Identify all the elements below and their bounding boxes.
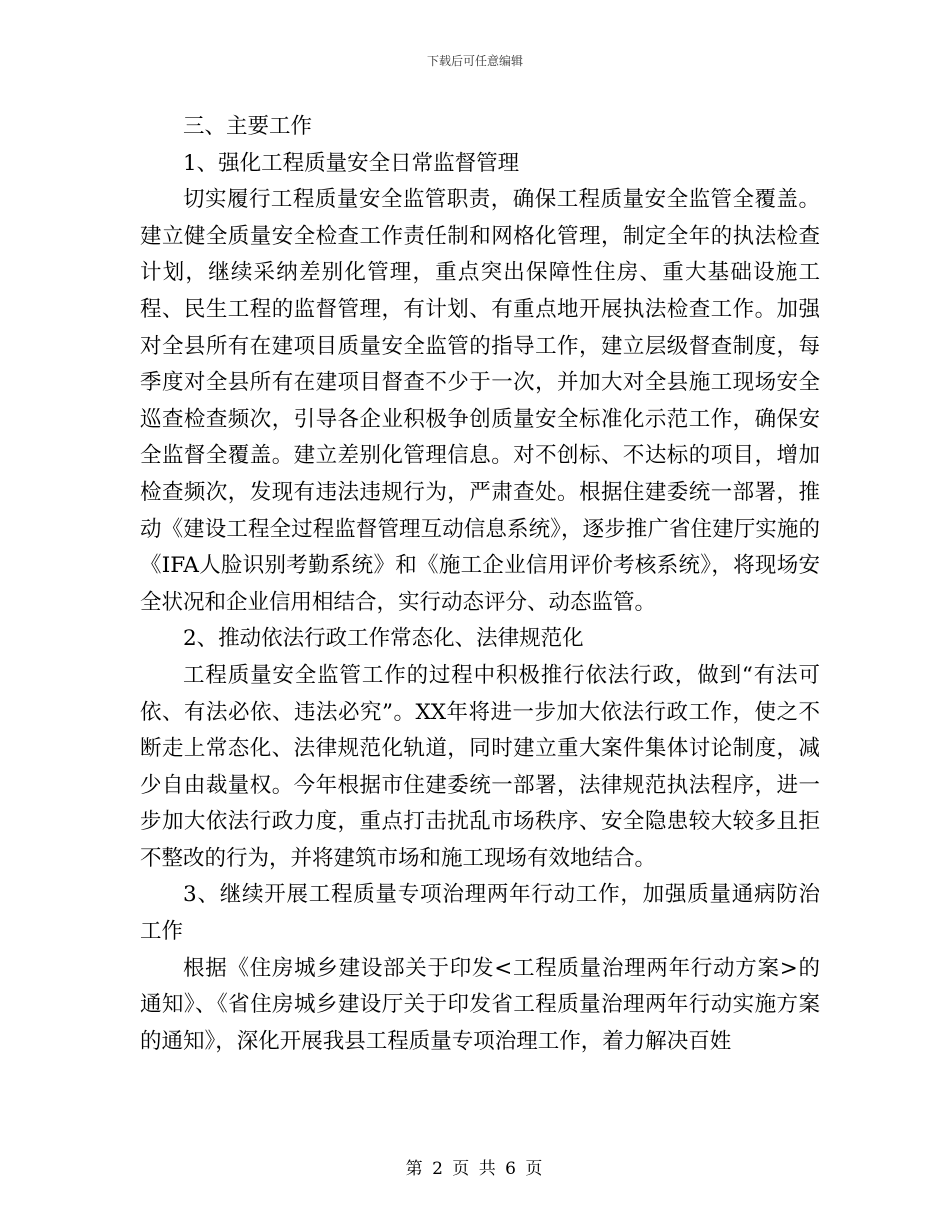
subsection-heading: 1、强化工程质量安全日常监督管理 (183, 150, 520, 176)
body-paragraph: 根据《住房城乡建设部关于印发<工程质量治理两年行动方案>的通知》、《省住房城乡建设厅关于印发省工程质量治理两年行动实施方案的通知》，深化开展我县工程质量专项治理工作，着力解决百姓 (140, 955, 820, 1054)
document-body (140, 109, 820, 1060)
body-paragraph: 工程质量安全监管工作的过程中积极推行依法行政，做到“有法可依、有法必依、违法必究”。XX年将进一步加大依法行政工作，使之不断走上常态化、法律规范化轨道，同时建立重大案件集体讨论制度，减少自由裁量权。今年根据市住建委统一部署，法律规范执法程序，进一步加大依法行政力度，重点打击扰乱市场秩序、安全隐患较大较多且拒不整改的行为，并将建筑市场和施工现场有效地结合。 (140, 662, 820, 871)
body-paragraph: 切实履行工程质量安全监管职责，确保工程质量安全监管全覆盖。建立健全质量安全检查工作责任制和网格化管理，制定全年的执法检查计划，继续采纳差别化管理，重点突出保障性住房、重大基础设施工程、民生工程的监督管理，有计划、有重点地开展执法检查工作。加强对全县所有在建项目质量安全监管的指导工作，建立层级督查制度，每季度对全县所有在建项目督查不少于一次，并加大对全县施工现场安全巡查检查频次，引导各企业积极争创质量安全标准化示范工作，确保安全监督全覆盖。建立差别化管理信息。对不创标、不达标的项目，增加检查频次，发现有违法违规行为，严肃查处。根据住建委统一部署，推动《建设工程全过程监督管理互动信息系统》，逐步推广省住建厅实施的《IFA人脸识别考勤系统》和《施工企业信用评价考核系统》，将现场安全状况和企业信用相结合，实行动态评分、动态监管。 (140, 187, 820, 615)
section-heading: 三、主要工作 (183, 114, 313, 139)
subsection-heading: 2、推动依法行政工作常态化、法律规范化 (183, 626, 584, 652)
page-header-note: 下载后可任意编辑 (426, 54, 523, 68)
page-number: 第 2 页 共 6 页 (405, 1159, 545, 1179)
subsection-heading: 3、继续开展工程质量专项治理两年行动工作，加强质量通病防治工作 (140, 882, 820, 945)
